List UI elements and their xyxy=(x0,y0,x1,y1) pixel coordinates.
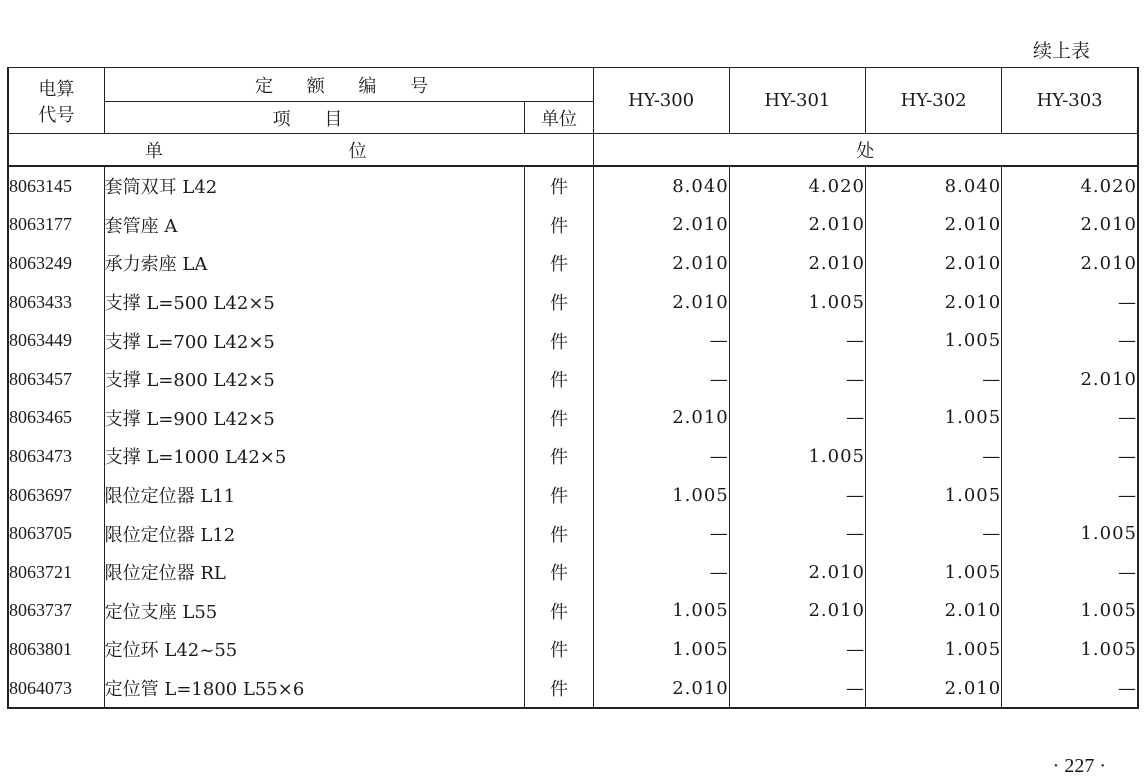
quantity-cell: 2.010 xyxy=(593,399,729,438)
quantity-cell: 2.010 xyxy=(593,283,729,322)
quantity-cell: — xyxy=(865,514,1001,553)
material-name: 限位定位器 L12 xyxy=(104,514,525,553)
material-unit: 件 xyxy=(525,399,593,438)
quantity-cell: 1.005 xyxy=(865,476,1001,515)
material-code: 8063449 xyxy=(8,321,104,360)
quantity-cell: — xyxy=(729,514,865,553)
quantity-cell: 1.005 xyxy=(593,630,729,669)
quantity-cell: 2.010 xyxy=(865,206,1001,245)
material-name: 承力索座 LA xyxy=(104,244,525,283)
quantity-cell: — xyxy=(729,399,865,438)
quantity-cell: 1.005 xyxy=(865,321,1001,360)
quantity-cell: 1.005 xyxy=(865,399,1001,438)
quota-number-header xyxy=(104,68,593,102)
quantity-cell: — xyxy=(593,553,729,592)
table-body xyxy=(8,166,1138,708)
quantity-cell: — xyxy=(865,437,1001,476)
quantity-cell: 2.010 xyxy=(865,669,1001,709)
table-row xyxy=(8,514,1138,553)
column-header-1: HY-301 xyxy=(729,68,865,134)
material-code: 8064073 xyxy=(8,669,104,709)
material-name: 限位定位器 RL xyxy=(104,553,525,592)
table-row xyxy=(8,360,1138,399)
quantity-cell: 1.005 xyxy=(865,630,1001,669)
quantity-cell: — xyxy=(593,437,729,476)
quota-table xyxy=(7,67,1139,709)
column-header-0: HY-300 xyxy=(593,68,729,134)
material-name: 支撑 L=800 L42×5 xyxy=(104,360,525,399)
quantity-cell: — xyxy=(593,514,729,553)
unit-header: 单位 xyxy=(525,102,593,134)
quantity-cell: — xyxy=(1002,553,1138,592)
material-name: 支撑 L=500 L42×5 xyxy=(104,283,525,322)
material-name: 定位支座 L55 xyxy=(104,592,525,631)
table-row xyxy=(8,206,1138,245)
material-code: 8063737 xyxy=(8,592,104,631)
quantity-cell: — xyxy=(1002,399,1138,438)
material-name: 定位管 L=1800 L55×6 xyxy=(104,669,525,709)
quantity-cell: 8.040 xyxy=(865,166,1001,206)
quantity-cell: — xyxy=(729,360,865,399)
unit-row-value: 处 xyxy=(593,134,1138,167)
material-name: 套管座 A xyxy=(104,206,525,245)
quantity-cell: — xyxy=(1002,476,1138,515)
quantity-cell: 2.010 xyxy=(593,206,729,245)
material-unit: 件 xyxy=(525,244,593,283)
material-unit: 件 xyxy=(525,669,593,709)
quantity-cell: 2.010 xyxy=(1002,360,1138,399)
quantity-cell: 2.010 xyxy=(865,283,1001,322)
material-code: 8063433 xyxy=(8,283,104,322)
material-unit: 件 xyxy=(525,206,593,245)
table-row xyxy=(8,244,1138,283)
quantity-cell: 1.005 xyxy=(865,553,1001,592)
material-code: 8063801 xyxy=(8,630,104,669)
material-code: 8063473 xyxy=(8,437,104,476)
material-name: 定位环 L42~55 xyxy=(104,630,525,669)
quantity-cell: 2.010 xyxy=(865,244,1001,283)
quantity-cell: 2.010 xyxy=(729,206,865,245)
unit-row-label xyxy=(8,134,593,167)
quantity-cell: — xyxy=(729,321,865,360)
quantity-cell: 1.005 xyxy=(1002,592,1138,631)
quantity-cell: 2.010 xyxy=(1002,206,1138,245)
quantity-cell: 2.010 xyxy=(729,592,865,631)
quantity-cell: 4.020 xyxy=(1002,166,1138,206)
material-code: 8063697 xyxy=(8,476,104,515)
column-header-3: HY-303 xyxy=(1002,68,1138,134)
material-unit: 件 xyxy=(525,437,593,476)
quantity-cell: — xyxy=(593,360,729,399)
quantity-cell: — xyxy=(729,476,865,515)
material-unit: 件 xyxy=(525,360,593,399)
quantity-cell: — xyxy=(1002,283,1138,322)
quantity-cell: 1.005 xyxy=(729,283,865,322)
material-code: 8063721 xyxy=(8,553,104,592)
quantity-cell: 8.040 xyxy=(593,166,729,206)
table-row xyxy=(8,399,1138,438)
quantity-cell: 2.010 xyxy=(593,669,729,709)
quantity-cell: 1.005 xyxy=(593,592,729,631)
quantity-cell: 2.010 xyxy=(729,244,865,283)
quantity-cell: — xyxy=(1002,669,1138,709)
material-code: 8063177 xyxy=(8,206,104,245)
quantity-cell: — xyxy=(729,630,865,669)
material-unit: 件 xyxy=(525,283,593,322)
material-name: 套筒双耳 L42 xyxy=(104,166,525,206)
material-unit: 件 xyxy=(525,476,593,515)
quantity-cell: 1.005 xyxy=(1002,514,1138,553)
unit-row-label-text: 单 位 xyxy=(144,140,457,162)
quantity-cell: — xyxy=(1002,437,1138,476)
material-code: 8063145 xyxy=(8,166,104,206)
material-name: 支撑 L=700 L42×5 xyxy=(104,321,525,360)
quantity-cell: — xyxy=(729,669,865,709)
material-code: 8063249 xyxy=(8,244,104,283)
continued-table-label: 续上表 xyxy=(1032,40,1090,62)
page-number: · 227 · xyxy=(1052,755,1106,777)
material-unit: 件 xyxy=(525,630,593,669)
table-row xyxy=(8,283,1138,322)
material-code: 8063705 xyxy=(8,514,104,553)
table-row xyxy=(8,437,1138,476)
material-code: 8063465 xyxy=(8,399,104,438)
table-row xyxy=(8,630,1138,669)
material-unit: 件 xyxy=(525,592,593,631)
quantity-cell: — xyxy=(865,360,1001,399)
quantity-cell: 1.005 xyxy=(593,476,729,515)
table-row xyxy=(8,476,1138,515)
material-code: 8063457 xyxy=(8,360,104,399)
item-label: 项 目 xyxy=(272,108,357,130)
table-row xyxy=(8,669,1138,709)
quantity-cell: — xyxy=(1002,321,1138,360)
quantity-cell: — xyxy=(593,321,729,360)
material-unit: 件 xyxy=(525,553,593,592)
quantity-cell: 2.010 xyxy=(865,592,1001,631)
quantity-cell: 1.005 xyxy=(729,437,865,476)
table-row xyxy=(8,166,1138,206)
quantity-cell: 2.010 xyxy=(593,244,729,283)
quota-number-label: 定 额 编 号 xyxy=(254,75,443,97)
code-header xyxy=(8,68,104,134)
code-header-line1: 电算 xyxy=(38,78,75,100)
item-header xyxy=(104,102,525,134)
table-row xyxy=(8,553,1138,592)
material-name: 限位定位器 L11 xyxy=(104,476,525,515)
material-unit: 件 xyxy=(525,321,593,360)
table-row xyxy=(8,592,1138,631)
quantity-cell: 4.020 xyxy=(729,166,865,206)
material-name: 支撑 L=900 L42×5 xyxy=(104,399,525,438)
quantity-cell: 2.010 xyxy=(1002,244,1138,283)
table-row xyxy=(8,321,1138,360)
code-header-line2: 代号 xyxy=(38,104,75,126)
quantity-cell: 1.005 xyxy=(1002,630,1138,669)
material-unit: 件 xyxy=(525,166,593,206)
material-unit: 件 xyxy=(525,514,593,553)
quantity-cell: 2.010 xyxy=(729,553,865,592)
column-header-2: HY-302 xyxy=(865,68,1001,134)
material-name: 支撑 L=1000 L42×5 xyxy=(104,437,525,476)
